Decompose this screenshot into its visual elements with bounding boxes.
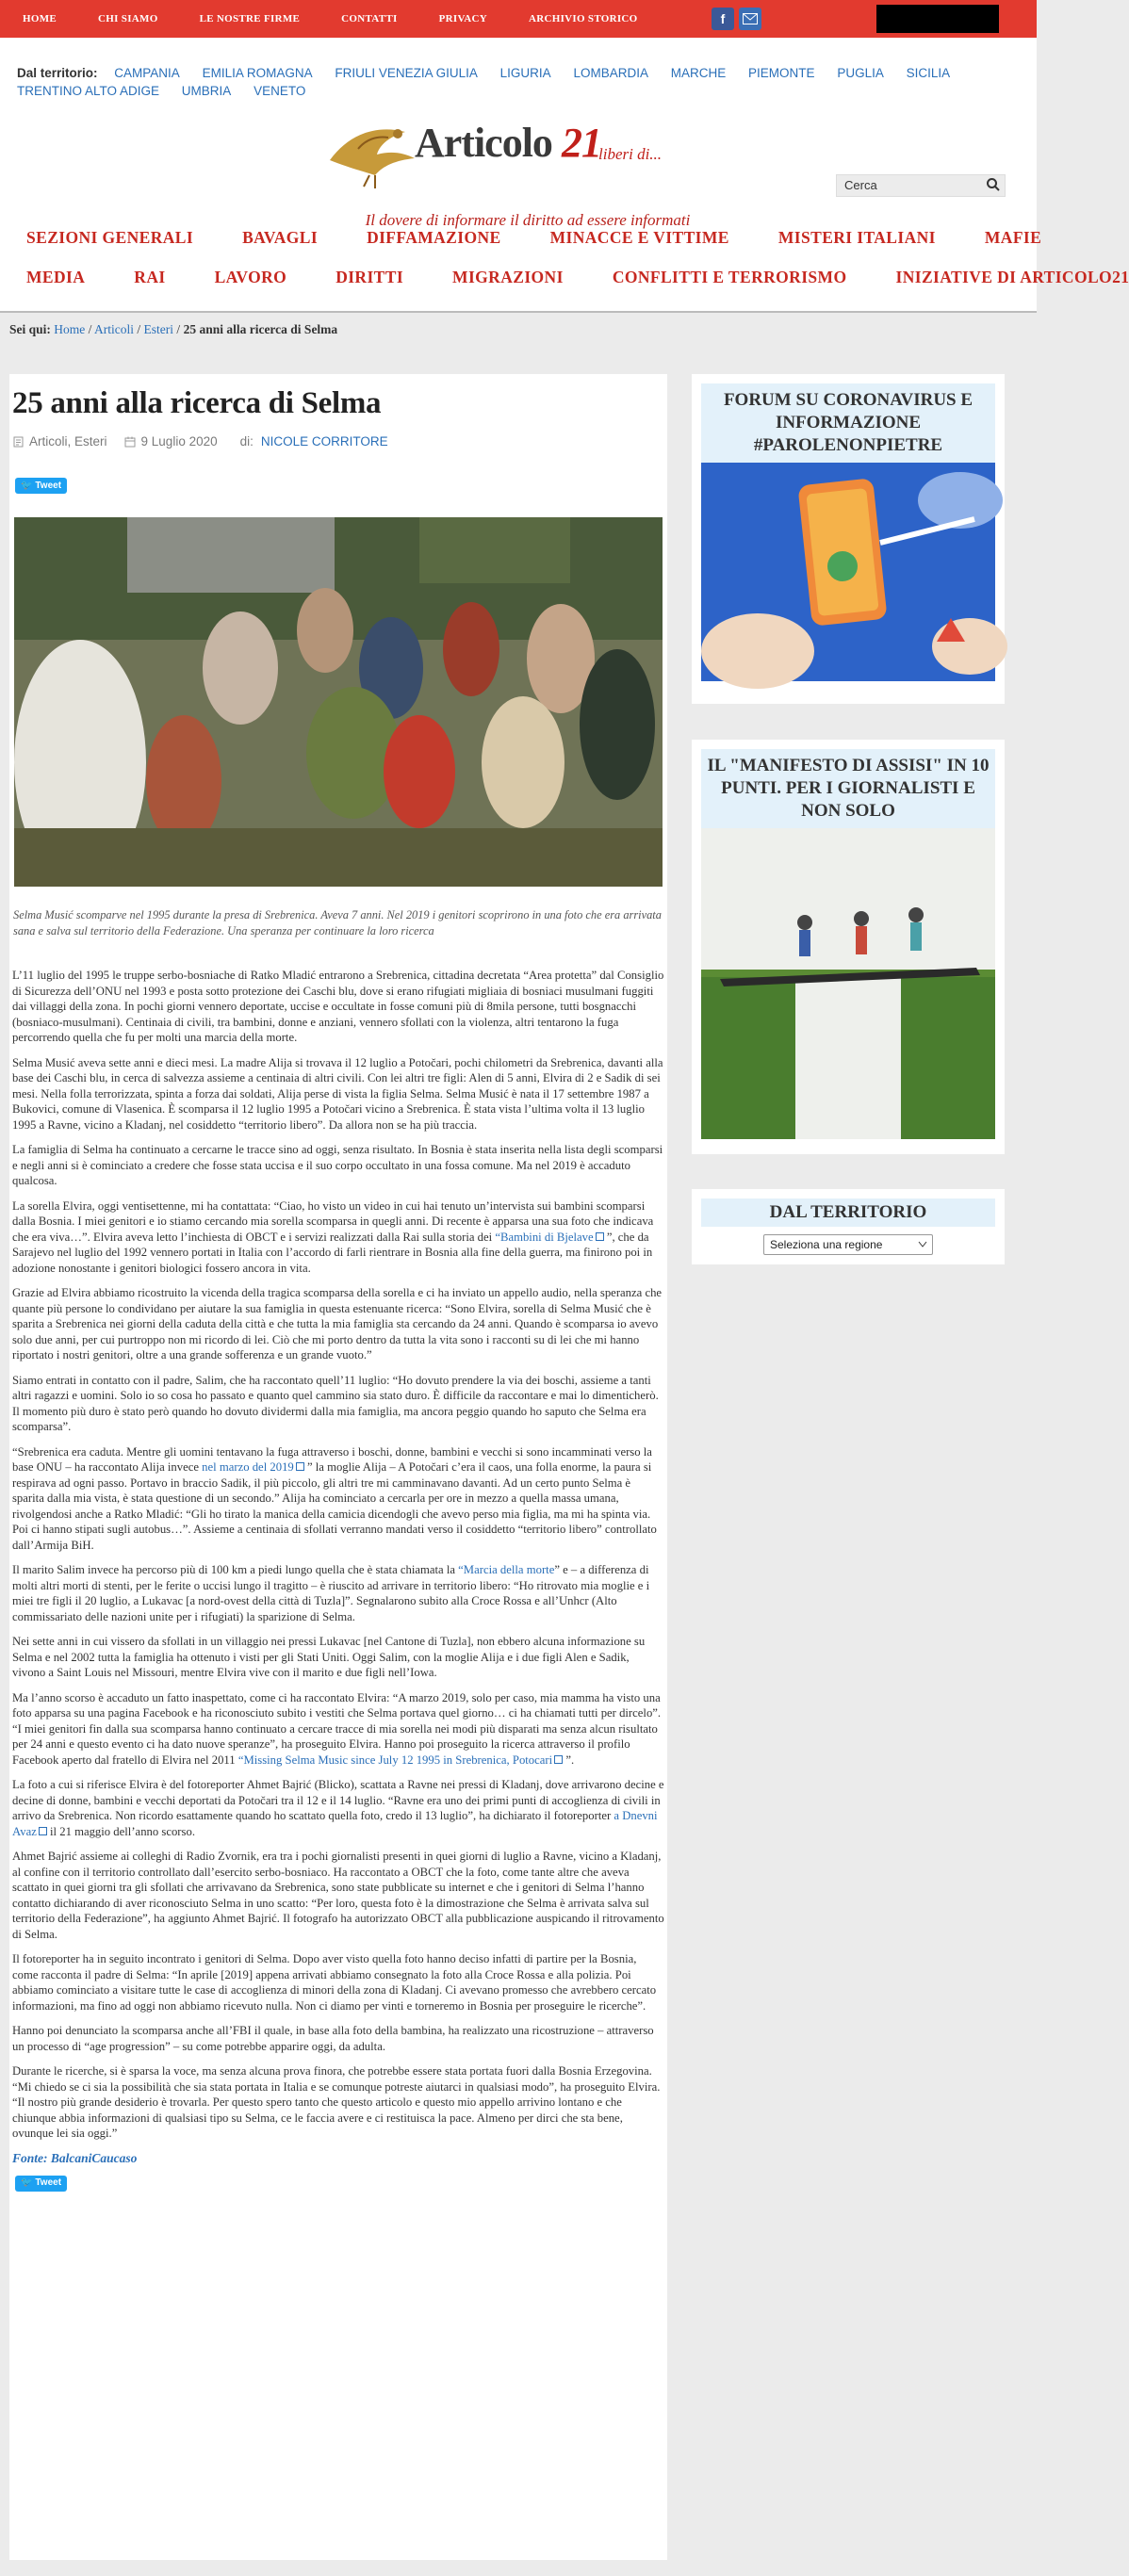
- social-links: [712, 8, 761, 30]
- logo-sub: liberi di...: [598, 145, 663, 163]
- twitter-icon: 🐦: [20, 2177, 33, 2189]
- topnav-firme[interactable]: LE NOSTRE FIRME: [199, 13, 301, 24]
- paragraph: “Srebrenica era caduta. Mentre gli uomini tentavano la fuga attraverso i boschi, donne, bambini e vecchi si sono incamminati verso la base ONU – ha raccontato Alija invece nel marzo del 2019 ” la moglie Alija – A Potočari c’era il caos, una folla enorme, la paura si respirava ad ogni passo. Portavo in braccio Sadik, il più piccolo, gli altri tre mi camminavano davanti. Ad un certo punto Selma è sparita dalla mia vista, è stata questione di un secondo.” Alija ha cominciato a cercarla per ore in mezzo a quella massa umana, rivolgendosi anche a Ratko Mladić: “Gli ho tirato la manica della camicia dicendogli che avevo perso mia figlia, ma mi ha spinta via. Poi ci hanno stipati sugli autobus…”. Assieme a centinaia di sfollati verranno mandati verso il cosiddetto “territorio libero” controllato dall’Armija BiH.: [12, 1444, 657, 1552]
- link-marcia-morte[interactable]: “Marcia della morte: [458, 1563, 555, 1576]
- external-link-icon: [554, 1755, 563, 1764]
- main-nav-row-1: [26, 228, 1042, 248]
- paragraph: Siamo entrati in contatto con il padre, Salim, che ha raccontato quell’11 luglio: “Ho dovuto prendere la via dei boschi, assieme a tanti altri ragazzi e uomini. Solo io so cosa ho passato e quanto quel cammino sia stato duro. È difficile da raccontare e mai lo dimenticherò. Il momento più duro è stato però quando ho dovuto dividermi dalla mia famiglia, ma ancora peggio quando ho saputo che Selma era scomparsa”.: [12, 1373, 659, 1433]
- breadcrumb-home[interactable]: Home: [54, 322, 86, 336]
- sidebar-title[interactable]: FORUM SU CORONAVIRUS E INFORMAZIONE #PAROLENONPIETRE: [701, 383, 995, 463]
- document-icon: [13, 436, 24, 448]
- breadcrumb-articoli[interactable]: Articoli: [94, 322, 135, 336]
- paragraph: Ma l’anno scorso è accaduto un fatto inaspettato, come ci ha raccontato Elvira: “A marzo 2019, solo per caso, mia mamma ha visto una foto apparsa su una pagina Facebook e ha riconosciuto subito i vestiti che Selma portava quel giorno… ci ha chiamati tutti per dircelo”. “I miei genitori fin dalla sua scomparsa hanno continuato a cercare tracce di mia sorella nei modi più disparati ma senza alcun risultato per 24 anni e questo evento ci ha dato nuove speranze”, ha proseguito Elvira. Hanno poi proseguito la ricerca attraverso il profilo Facebook aperto dal fratello di Elvira nel 2011 “Missing Selma Music since July 12 1995 in Srebrenica, Potocari ”.: [12, 1690, 662, 1767]
- topnav-home[interactable]: HOME: [23, 13, 57, 24]
- paragraph: Il fotoreporter ha in seguito incontrato i genitori di Selma. Dopo aver visto quella foto hanno deciso infatti di partire per la Bosnia, come racconta il padre di Selma: “In aprile [2019] appena arrivati abbiamo consegnato la foto alla Croce Rossa e alla polizia. Poi abbiamo cominciato a visitare tutte le case di accoglienza di minori della zona di Kladanj. Ci avevano promesso che avrebbero cercato informazioni, ma fino ad oggi non abbiamo ricevuto nulla. Non ci diamo per vinti e torneremo in Bosnia per proseguire le ricerche”.: [12, 1952, 657, 2013]
- article-categories[interactable]: Articoli, Esteri: [29, 434, 107, 448]
- region-link[interactable]: LIGURIA: [499, 66, 551, 80]
- article-date: 9 Luglio 2020: [140, 434, 218, 448]
- article-body: [12, 968, 664, 2192]
- site-header: [0, 38, 1129, 313]
- paragraph: Durante le ricerche, si è sparsa la voce, ma senza alcuna prova finora, che potrebbe essere stata portata fuori dalla Bosnia Erzegovina. “Mi chiedo se ci sia la possibilità che sia stata portata in Italia e se comunque potreste aiutarci in qualsiasi modo”, ha proseguito Elvira. “Il nostro più grande desiderio è trovarla. Per questo spero tanto che questo articolo e questo mio appello arrivino lontano e che chiunque abbia informazioni di qualsiasi tipo su Selma, ce le faccia avere e ci restituisca la pace. Almeno per dirci che sta bene, ovunque lei sia oggi.”: [12, 2064, 661, 2140]
- article-meta: [13, 434, 388, 448]
- breadcrumb: Sei qui: Home / Articoli / Esteri / 25 anni alla ricerca di Selma: [9, 322, 338, 336]
- link-marzo-2019[interactable]: nel marzo del 2019: [202, 1460, 294, 1474]
- sidebar-title[interactable]: IL "MANIFESTO DI ASSISI" IN 10 PUNTI. PER I GIORNALISTI E NON SOLO: [701, 749, 995, 828]
- nav-misteri[interactable]: MISTERI ITALIANI: [777, 228, 936, 247]
- tweet-button[interactable]: 🐦 Tweet: [15, 2176, 67, 2192]
- nav-bavagli[interactable]: BAVAGLI: [242, 228, 319, 247]
- top-bar: [0, 0, 1037, 38]
- region-link[interactable]: MARCHE: [670, 66, 727, 80]
- tweet-button[interactable]: 🐦 Tweet: [15, 478, 67, 494]
- twitter-icon: 🐦: [20, 481, 33, 491]
- header-divider: [0, 311, 1037, 313]
- topnav-privacy[interactable]: PRIVACY: [438, 13, 487, 24]
- logo-eagle-icon: [320, 106, 424, 190]
- external-link-icon: [296, 1462, 304, 1471]
- link-bambini-bjelave[interactable]: “Bambini di Bjelave: [495, 1230, 594, 1244]
- topnav-contatti[interactable]: CONTATTI: [341, 13, 398, 24]
- topnav-archivio[interactable]: ARCHIVIO STORICO: [529, 13, 638, 24]
- article-source[interactable]: Fonte: BalcaniCaucaso: [12, 2150, 138, 2165]
- nav-mafie[interactable]: MAFIE: [984, 228, 1042, 247]
- nav-rai[interactable]: RAI: [134, 268, 166, 286]
- territory-label: Dal territorio:: [17, 66, 98, 80]
- paragraph: Hanno poi denunciato la scomparsa anche all’FBI il quale, in base alla foto della bambina, ha realizzato una ricostruzione – attraverso un processo di “age progression” – su come potrebbe apparire oggi, da adulta.: [12, 2024, 654, 2053]
- site-logo[interactable]: [330, 111, 726, 229]
- region-link[interactable]: UMBRIA: [181, 84, 232, 98]
- forum-image[interactable]: [701, 463, 995, 681]
- article-photo: [14, 517, 663, 887]
- link-missing-selma[interactable]: “Missing Selma Music since July 12 1995 in Srebrenica, Potocari: [237, 1753, 553, 1767]
- nav-iniziative[interactable]: INIZIATIVE DI ARTICOLO21: [895, 268, 1129, 286]
- paragraph: Grazie ad Elvira abbiamo ricostruito la vicenda della tragica scomparsa della sorella e ci ha inviato un appello audio, nella speranza che quante più persone lo condividano per aiutare la sua famiglia in questa estenuante ricerca: “Sono Elvira, sorella di Selma Musić che è sparita a Srebrenica nei giorni della caduta della città e che tutta la mia famiglia sta cercando da 24 anni. Quando è scomparsa io avevo solo due anni, per cui purtroppo non mi ricordo di lei. Ciò che mi porto dentro da tutta la vita sono i racconti su di lei che mi hanno riportato i nostri genitori, oltre a una grande sofferenza e un grande vuoto.”: [12, 1286, 663, 1361]
- calendar-icon: [124, 436, 136, 448]
- region-link[interactable]: SICILIA: [906, 66, 951, 80]
- nav-lavoro[interactable]: LAVORO: [214, 268, 287, 286]
- breadcrumb-current: 25 anni alla ricerca di Selma: [183, 322, 338, 336]
- sidebar-box-manifesto: [692, 740, 1005, 1154]
- region-link[interactable]: VENETO: [254, 84, 306, 98]
- link-dnevni-avaz[interactable]: a Dnevni Avaz: [12, 1809, 658, 1838]
- region-select[interactable]: Seleziona una regione: [763, 1234, 933, 1255]
- article-title: 25 anni alla ricerca di Selma: [12, 386, 382, 420]
- breadcrumb-label: Sei qui:: [9, 322, 51, 336]
- nav-migrazioni[interactable]: MIGRAZIONI: [452, 268, 564, 286]
- breadcrumb-esteri[interactable]: Esteri: [143, 322, 174, 336]
- newsletter-icon[interactable]: [739, 8, 761, 30]
- nav-conflitti[interactable]: CONFLITTI E TERRORISMO: [612, 268, 847, 286]
- nav-diffamazione[interactable]: DIFFAMAZIONE: [367, 228, 501, 247]
- region-link[interactable]: TRENTINO ALTO ADIGE: [17, 84, 160, 98]
- nav-media[interactable]: MEDIA: [26, 268, 86, 286]
- author-label: di:: [239, 434, 254, 448]
- paragraph: L’11 luglio del 1995 le truppe serbo-bosniache di Ratko Mladić entrarono a Srebrenica, cittadina decretata “Area protetta” dal Consiglio di Sicurezza dell’ONU nel 1993 e posta sotto protezione dei Caschi blu, dove si erano rifugiati migliaia di bosniaci musulmani fuggiti dai villaggi della zona. In pochi giorni vennero deportate, uccise e occultate in fosse comuni più di 8mila persone, tutti bosgnacchi (bosniaco-musulmani). Centinaia di civili, tra bambini, donne e anziani, vennero sfollati con la violenza, altri tentarono la fuga percorrendo quella che fu per molti una marcia della morte.: [12, 969, 664, 1044]
- photo-caption: Selma Musić scomparve nel 1995 durante la presa di Srebrenica. Aveva 7 anni. Nel 2019 i genitori scoprirono in una foto che era arrivata sana e salva sul territorio della Federazione. Una speranza per continuare la loro ricerca: [13, 908, 662, 937]
- facebook-icon[interactable]: f: [712, 8, 734, 30]
- redacted-box: [876, 5, 999, 33]
- nav-minacce[interactable]: MINACCE E VITTIME: [549, 228, 729, 247]
- logo-tagline: Il dovere di informare il diritto ad essere informati: [365, 211, 691, 229]
- search-icon[interactable]: [986, 177, 1001, 192]
- external-link-icon: [39, 1827, 47, 1835]
- sidebar-title: DAL TERRITORIO: [701, 1198, 995, 1227]
- article-author[interactable]: NICOLE CORRITORE: [260, 434, 388, 448]
- logo-name: Articolo 21: [415, 120, 601, 166]
- paragraph: Il marito Salim invece ha percorso più di 100 km a piedi lungo quella che è stata chiamata la “Marcia della morte” e – a differenza di molti altri morti di stenti, per le ferite o uccisi lungo il tragitto – è riuscito ad arrivare in territorio libero: “Ho ritrovato mia moglie e i miei tre figli il 20 luglio, a Lukavac [a nord-ovest della città di Tuzla]”. Segnalarono subito alla Croce Rossa e all’Unhcr (Alto commissariato delle nazioni unite per i rifugiati) la sparizione di Selma.: [12, 1563, 650, 1623]
- sidebar-box-territorio: [692, 1189, 1005, 1264]
- paragraph: La foto a cui si riferisce Elvira è del fotoreporter Ahmet Bajrić (Blicko), scattata a Ravne nei pressi di Kladanj, dove arrivarono decine e decine di donne, bambini e vecchi deportati da Potočari tra il 12 e il 14 luglio. “Ravne era uno dei primi punti di accoglienza di civili in arrivo da Srebrenica. Non ricordo esattamente quando ho scattato quella foto, credo il 13 luglio”, ha dichiarato il fotoreporter a Dnevni Avaz il 21 maggio dell’anno scorso.: [12, 1778, 664, 1838]
- article: [9, 374, 667, 2560]
- region-link[interactable]: PUGLIA: [837, 66, 884, 80]
- external-link-icon: [596, 1232, 604, 1241]
- paragraph: La sorella Elvira, oggi ventisettenne, mi ha contattata: “Ciao, ho visto un video in cui hai tenuto un’intervista sui bambini scomparsi dalla Bosnia. I miei genitori e io stiamo cercando mia sorella scomparsa in quegli anni. Di recente è apparsa una sua foto che indicava che era viva…”. Elvira aveva letto l’inchiesta di OBCT e i servizi realizzati dalla Rai sulla storia dei “Bambini di Bjelave ”, che da Sarajevo nel luglio del 1992 vennero portati in Italia con l’accordo di farli rientrare in Bosnia alla fine della guerra, ma finirono poi in adozione nonostante i genitori biologici fossero ancora in vita.: [12, 1198, 654, 1275]
- chevron-down-icon: [919, 1242, 926, 1247]
- territory-bar: [17, 64, 1016, 100]
- sidebar-box-forum: [692, 374, 1005, 704]
- search-input[interactable]: Cerca: [836, 174, 1006, 197]
- paragraph: Ahmet Bajrić assieme ai colleghi di Radio Zvornik, era tra i pochi giornalisti presenti in quei giorni di luglio a Ravne, vicino a Kladanj, al confine con il territorio controllato dall’esercito serbo-bosniaco. Ha raccontato a OBCT che la foto, come tante altre che aveva scattato in quei giorni tra gli sfollati che arrivavano da Srebrenica, sono state pubblicate su internet e che i genitori di Selma l’hanno contatto dichiarando di aver riconosciuto Selma in uno scatto: “Per loro, questa foto è la dimostrazione che Selma è arrivata salva sul territorio della Federazione”, ha aggiunto Ahmet Bajrić. Il fotografo ha autorizzato OBCT alla pubblicazione auspicando il ritrovamento di Selma.: [12, 1850, 664, 1941]
- region-link[interactable]: EMILIA ROMAGNA: [202, 66, 313, 80]
- paragraph: Nei sette anni in cui vissero da sfollati in un villaggio nei pressi Lukavac [nel Cantone di Tuzla], non ebbero alcuna informazione su Selma e nel 2002 tutta la famiglia ha ottenuto i visti per gli Stati Uniti. Oggi Salim, con la moglie Alija e i due figli Alen e Sadik, vivono a Saint Louis nel Missouri, mentre Elvira vive con il marito e due figli nell’Iowa.: [12, 1635, 646, 1679]
- topnav-chi-siamo[interactable]: CHI SIAMO: [98, 13, 158, 24]
- nav-sezioni[interactable]: SEZIONI GENERALI: [26, 228, 194, 247]
- region-link[interactable]: CAMPANIA: [114, 66, 180, 80]
- region-link[interactable]: PIEMONTE: [748, 66, 815, 80]
- region-link[interactable]: FRIULI VENEZIA GIULIA: [335, 66, 478, 80]
- paragraph: La famiglia di Selma ha continuato a cercarne le tracce sino ad oggi, senza risultato. In Bosnia è stata inserita nella lista degli scomparsi e negli anni si è cominciato a credere che fosse stata uccisa e il suo corpo occultato in una fossa comune. Ma nel 2019 è accaduto qualcosa.: [12, 1143, 663, 1187]
- top-nav: [23, 0, 638, 38]
- manifesto-image[interactable]: [701, 828, 995, 1139]
- region-link[interactable]: LOMBARDIA: [573, 66, 648, 80]
- paragraph: Selma Musić aveva sette anni e dieci mesi. La madre Alija si trovava il 12 luglio a Potočari, pochi chilometri da Srebrenica, davanti alla base dei Caschi blu, in cerca di salvezza assieme a centinaia di altri civili. Con lei altri tre figli: Alen di 5 anni, Elvira di 2 e Sadik di sei mesi. Nella folla terrorizzata, spinta a forza dai soldati, Alija perse di vista la figlia Selma. Selma Musić è nata il 17 settembre 1987 a Bukovici, comune di Vlasenica. È scomparsa il 12 luglio 1995 a Potočari vicino a Srebrenica. È stata vista l’ultima volta il 13 luglio 1995 a Ravne, vicino a Kladanj, nel cosiddetto “territorio libero”. Da allora non se ha più traccia.: [12, 1055, 663, 1132]
- nav-diritti[interactable]: DIRITTI: [335, 268, 404, 286]
- main-nav-row-2: [26, 268, 1129, 287]
